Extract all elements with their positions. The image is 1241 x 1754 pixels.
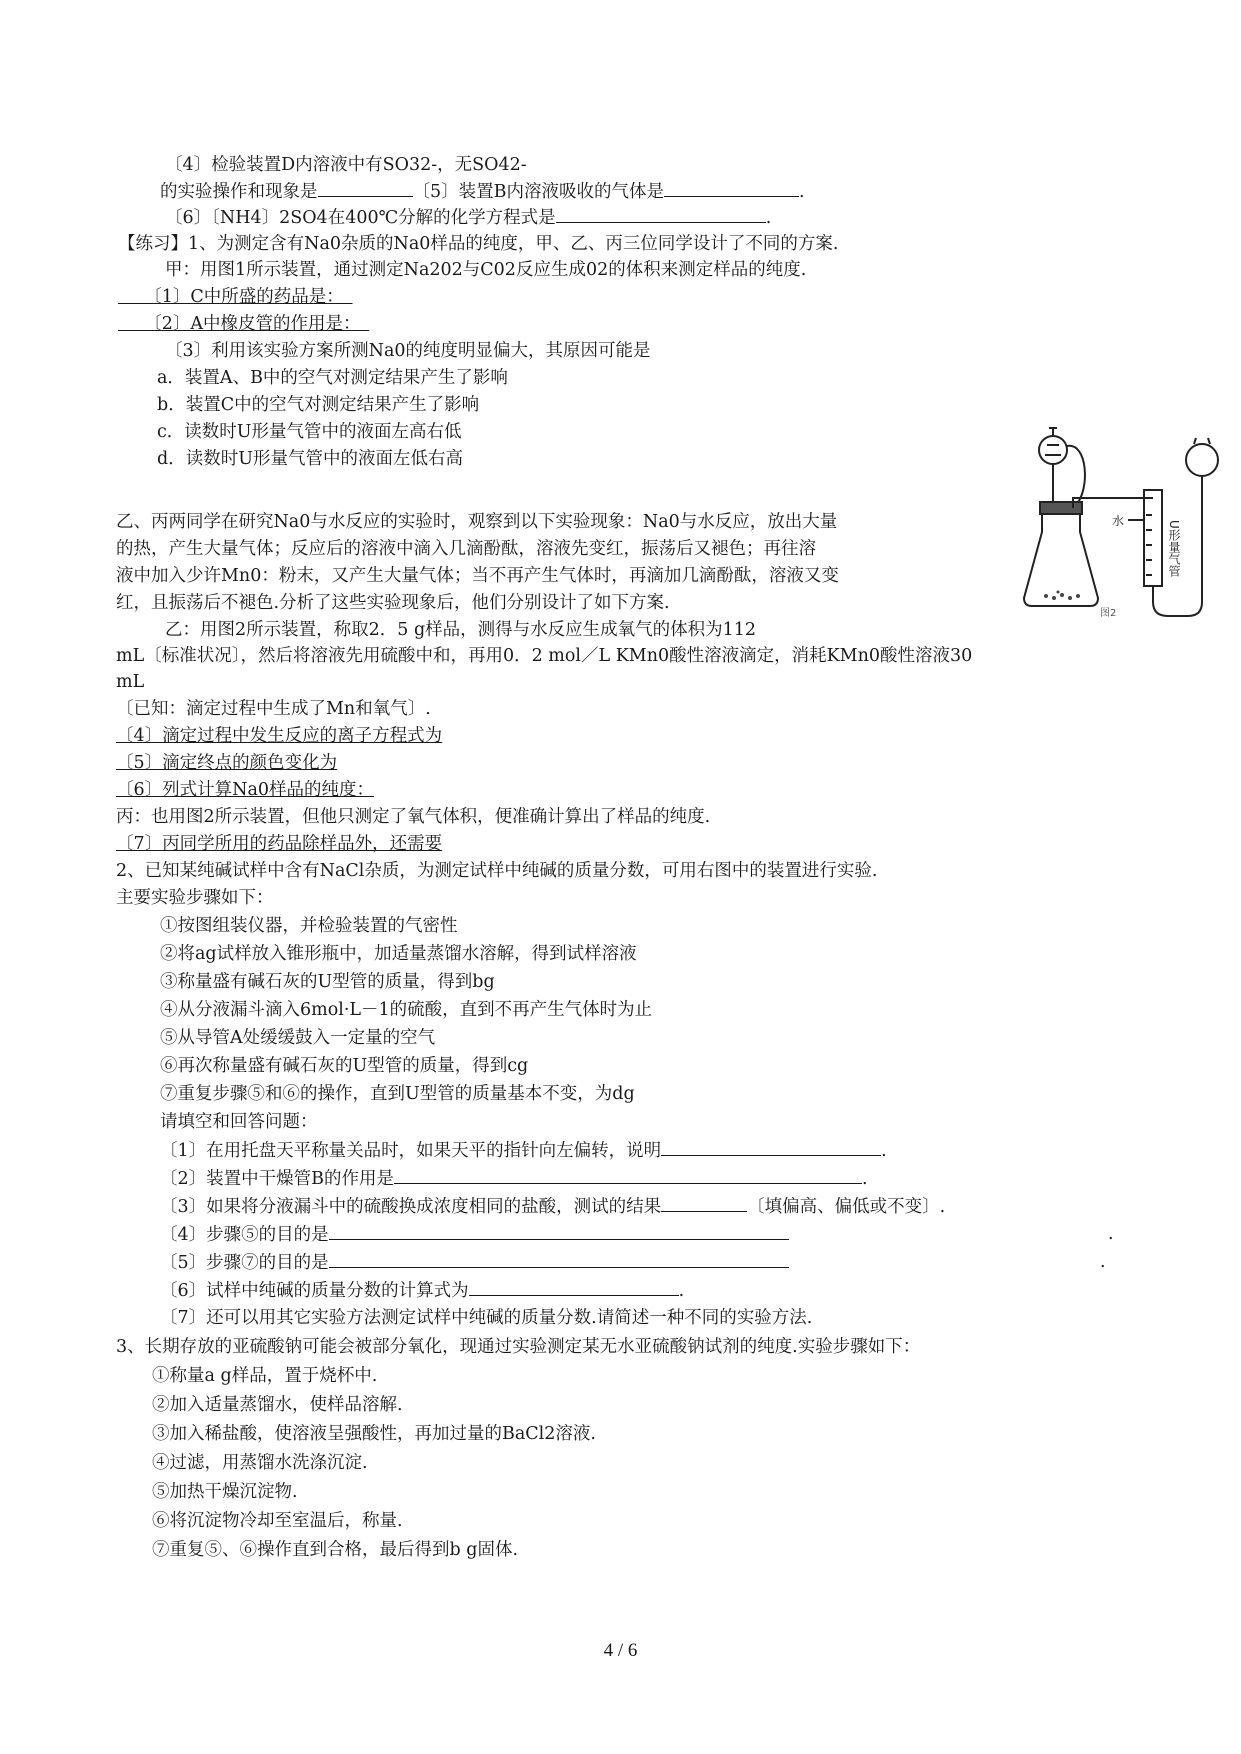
line-text: 的实验操作和现象是 [160,182,318,202]
line-end: . [765,208,772,228]
line: mL [116,672,145,692]
line: 液中加入少许Mn0：粉末，又产生大量气体；当不再产生气体时，再滴加几滴酚酞，溶液又变 [116,566,839,586]
answer-blank[interactable] [661,1193,747,1212]
question-line: 〔1〕在用托盘天平称量关品时，如果天平的指针向左偏转，说明 . [160,1137,887,1163]
line: 乙：用图2所示装置，称取2．5 g样品，测得与水反应生成氧气的体积为112 [165,620,757,640]
line [165,204,771,230]
line: 请填空和回答问题： [160,1112,318,1132]
question-line: 〔7〕丙同学所用的药品除样品外，还需要 [116,834,443,854]
question-line: 〔6〕列式计算Na0样品的纯度： [116,780,375,800]
answer-blank[interactable] [664,178,799,197]
step: ④过滤，用蒸馏水洗涤沉淀. [152,1453,368,1473]
question-line: 〔4〕步骤⑤的目的是 [160,1221,789,1247]
line-end: . [1108,1224,1114,1244]
step: ②加入适量蒸馏水，使样品溶解. [152,1395,403,1415]
line: 3、长期存放的亚硫酸钠可能会被部分氧化，现通过实验测定某无水亚硫酸钠试剂的纯度.实验步骤如下： [116,1337,921,1357]
step: ⑦重复⑤、⑥操作直到合格，最后得到b g固体. [152,1540,519,1560]
line: 〔已知：滴定过程中生成了Mn和氧气〕. [116,699,431,719]
line: 丙：也用图2所示装置，但他只测定了氧气体积，便准确计算出了样品的纯度. [116,807,711,827]
step: ⑥将沉淀物冷却至室温后，称量. [152,1511,403,1531]
answer-blank[interactable] [556,204,766,223]
water-label: 水 [1112,514,1125,528]
line-text: 〔5〕装置B内溶液吸收的气体是 [412,182,664,202]
step: ⑤加热干燥沉淀物. [152,1482,298,1502]
step: ①称量a g样品，置于烧杯中. [152,1366,378,1386]
option-a: a．装置A、B中的空气对测定结果产生了影响 [157,368,508,388]
question-line: 〔3〕如果将分液漏斗中的硫酸换成浓度相同的盐酸，测试的结果 〔填偏高、偏低或不变〕. [160,1193,945,1219]
answer-blank[interactable] [318,178,413,197]
line: 〔4〕检验装置D内溶液中有SO32-，无SO42- [165,155,527,175]
line: 的热，产生大量气体；反应后的溶液中滴入几滴酚酞，溶液先变红，振荡后又褪色；再往溶 [116,539,816,559]
question-line: 〔1〕C中所盛的药品是： [153,287,336,307]
line: 乙、丙两同学在研究Na0与水反应的实验时，观察到以下实验现象：Na0与水反应，放出大量 [116,512,838,532]
step: ④从分液漏斗滴入6mol·L－1的硫酸，直到不再产生气体时为止 [160,1000,653,1020]
option-b: b．装置C中的空气对测定结果产生了影响 [157,395,480,415]
apparatus-figure [1018,420,1230,620]
answer-blank[interactable] [329,1221,789,1240]
question-line: 〔2〕A中橡皮管的作用是： [153,314,352,334]
question-line: 〔5〕滴定终点的颜色变化为 [116,753,338,773]
page-number: 4 / 6 [603,1640,638,1661]
answer-blank[interactable] [661,1137,881,1156]
line-text: 〔6〕〔NH4〕2SO4在400℃分解的化学方程式是 [165,208,556,228]
step: ⑦重复步骤⑤和⑥的操作，直到U型管的质量基本不变，为dg [160,1084,635,1104]
step: ⑥再次称量盛有碱石灰的U型管的质量，得到cg [160,1056,529,1076]
line [160,178,805,204]
line: 甲：用图1所示装置，通过测定Na202与C02反应生成02的体积来测定样品的纯度. [165,260,807,280]
answer-blank[interactable] [394,1165,862,1184]
line: 2、已知某纯碱试样中含有NaCl杂质，为测定试样中纯碱的质量分数，可用右图中的装置进行实验. [116,861,878,881]
line: 〔3〕利用该实验方案所测Na0的纯度明显偏大，其原因可能是 [165,341,651,361]
option-c: c．读数时U形量气管中的液面左高右低 [157,422,462,442]
step: ③加入稀盐酸，使溶液呈强酸性，再加过量的BaCl2溶液. [152,1424,596,1444]
question-line: 〔7〕还可以用其它实验方法测定试样中纯碱的质量分数.请简述一种不同的实验方法. [160,1308,813,1328]
step: ①按图组装仪器，并检验装置的气密性 [160,916,458,936]
question-line: 〔2〕装置中干燥管B的作用是 . [160,1165,868,1191]
question-line: 〔5〕步骤⑦的目的是 [160,1249,789,1275]
line: 红，且振荡后不褪色.分析了这些实验现象后，他们分别设计了如下方案. [116,593,670,613]
step: ③称量盛有碱石灰的U型管的质量，得到bg [160,972,495,992]
line: 【练习】1、为测定含有Na0杂质的Na0样品的纯度，甲、乙、丙三位同学设计了不同的方案. [118,234,839,254]
line-end: . [799,182,805,202]
answer-blank[interactable] [469,1277,679,1296]
line: 主要实验步骤如下： [116,888,274,908]
line-end: . [1100,1252,1106,1272]
tube-label: U形量气管 [1167,520,1181,577]
question-line: 〔4〕滴定过程中发生反应的离子方程式为 [116,726,443,746]
figure-caption: 图2 [1100,608,1117,619]
option-d: d．读数时U形量气管中的液面左低右高 [157,449,463,469]
step: ②将ag试样放入锥形瓶中，加适量蒸馏水溶解，得到试样溶液 [160,944,637,964]
answer-blank[interactable] [329,1249,789,1268]
question-line: 〔6〕试样中纯碱的质量分数的计算式为 . [160,1277,684,1303]
line: mL〔标准状况〕，然后将溶液先用硫酸中和，再用0．2 mol／L KMn0酸性溶液滴定，消耗KMn0酸性溶液30 [116,646,973,666]
step: ⑤从导管A处缓缓鼓入一定量的空气 [160,1028,436,1048]
